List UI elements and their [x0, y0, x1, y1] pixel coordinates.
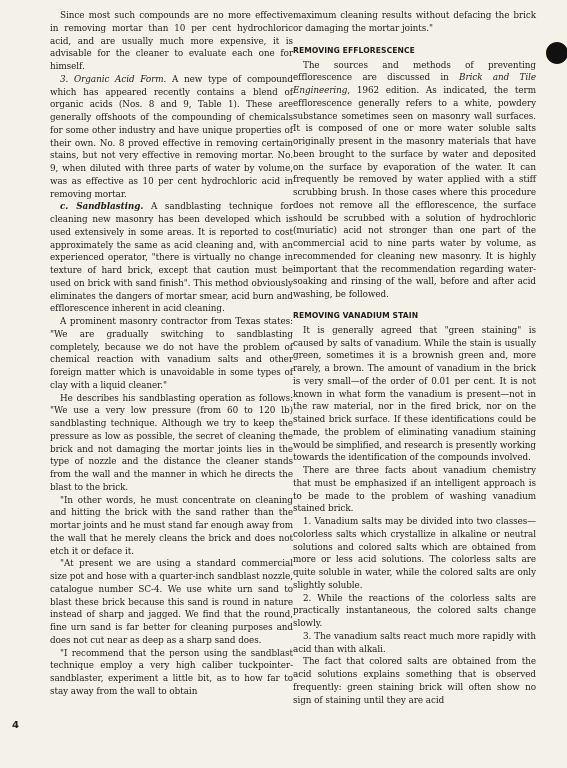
paragraph: "In other words, he must concentrate on cleaning and hitting the brick with the sand rather than the mortar joints and he must stand far enough away from the wall that he merely cleans the brick and does not etch it or deface it. [50, 495, 293, 557]
inline-heading: c. Sandblasting. [60, 202, 144, 213]
paragraph: 2. While the reactions of the colorless salts are practically instantaneous, the colored salts change slowly. [293, 593, 536, 629]
paragraph: A prominent masonry contractor from Texas states: "We are gradually switching to sandblasting completely, because we do not have the problem of chemical reaction with vanadium salts and other foreign matter which is unavoidable in some types of clay with a liquid cleaner." [50, 317, 293, 391]
paragraph: Since most such compounds are no more effective in removing mortar than 10 per cent hydrochloric acid, and are usually much more expensive, it is advisable for the cleaner to evaluate each one for himself. [50, 11, 293, 72]
paragraph: He describes his sandblasting operation as follows: "We use a very low pressure (from 60 to 120 lb) sandblasting technique. Although we try to keep the pressure as low as possible, the secret of cleaning the brick and not damaging the mortar joints lies in the type of nozzle and the distance the cleaner stands from the wall and the manner in which he directs the blast to the brick. [50, 393, 293, 493]
right-column [293, 10, 536, 707]
left-column [50, 10, 293, 699]
page-number: 4 [12, 720, 19, 731]
paragraph: "I recommend that the person using the sandblast technique employ a very high caliber tuckpointer-sandblaster, experiment a little bit, as to how far to stay away from the wall to obtain [50, 648, 293, 697]
paragraph: "At present we are using a standard commercial size pot and hose with a quarter-inch sandblast nozzle, catalogue number SC-4. We use white urn sand to blast these brick because this sand is round in nature instead of sharp and jagged. We find that the round, fine urn sand is far better for cleaning purposes and does not cut near as deep as a sharp sand does. [50, 559, 293, 646]
section-heading-vanadium: REMOVING VANADIUM STAIN [293, 310, 419, 320]
paragraph: maximum cleaning results without defacing the brick or damaging the mortar joints." [293, 11, 536, 34]
paragraph: There are three facts about vanadium chemistry that must be emphasized if an intelligent approach is to be made to the problem of washing vanadium stained brick. [293, 466, 536, 515]
paragraph: 3. Organic Acid Form. A new type of compound which has appeared recently contains a blend of organic acids (Nos. 8 and 9, Table 1). These are generally offshoots of the compounding of chemicals for some other industry and have unique properties of their own. No. 8 proved effective in removing certain stains, but not very effective in removing mortar. No. 9, when diluted with three parts of water by volume, was as effective as 10 per cent hydrochloric acid in removing mortar. [50, 74, 294, 200]
inline-heading: 3. Organic Acid Form. [60, 74, 167, 85]
section-heading-efflorescence: REMOVING EFFLORESCENCE [293, 45, 415, 55]
paragraph: It is generally agreed that "green staining" is caused by salts of vanadium. While the stain is usually green, sometimes it is a brownish green and, more rarely, a brown. The amount of vanadium in the brick is very small—of the order of 0.01 per cent. It is not known in what form the vanadium is present—not in the raw material, nor in the fired brick, nor on the stained brick surface. If these identifications could be made, the problem of eliminating vanadium staining would be simplified, and research is presently working towards the identification of the compounds involved. [293, 325, 536, 464]
paragraph: c. Sandblasting. A sandblasting technique for cleaning new masonry has been developed which is used extensively in some areas. It is reported to cost approximately the same as acid cleaning and, with an experienced operator, "there is virtually no change in texture of hard brick, except that caution must be used on brick with sand finish". This method obviously eliminates the dangers of mortar smear, acid burn and efflorescence inherent in acid cleaning. [50, 202, 293, 315]
paragraph: 1. Vanadium salts may be divided into two classes—colorless salts which crystallize in alkaline or neutral solutions and colored salts which are obtained from more or less acid solutions. The colorless salts are quite soluble in water, while the colored salts are only slightly soluble. [293, 517, 536, 591]
paragraph: The fact that colored salts are obtained from the acid solutions explains something that is observed frequently: green staining brick will often show no sign of staining until they are acid [293, 657, 536, 706]
binder-hole-mark [546, 42, 567, 64]
paragraph: 3. The vanadium salts react much more rapidly with acid than with alkali. [293, 631, 536, 655]
paragraph: The sources and methods of preventing efflorescence are discussed in Brick and Tile Engineering, 1962 edition. As indicated, the term efflorescence generally refers to a white, powdery substance sometimes seen on masonry wall surfaces. It is composed of one or more water soluble salts originally present in the masonry materials that have been brought to the surface by water and deposited on the surface by evaporation of the water. It can frequently be removed by water applied with a stiff scrubbing brush. In those cases where this procedure does not remove all the efflorescence, the surface should be scrubbed with a solution of hydrochloric (muriatic) acid not stronger than one part of the commercial acid to nine parts water by volume, as recommended for cleaning new masonry. It is highly important that the recommendation regarding water-soaking and rinsing of the wall, before and after acid washing, be followed. [293, 60, 537, 300]
